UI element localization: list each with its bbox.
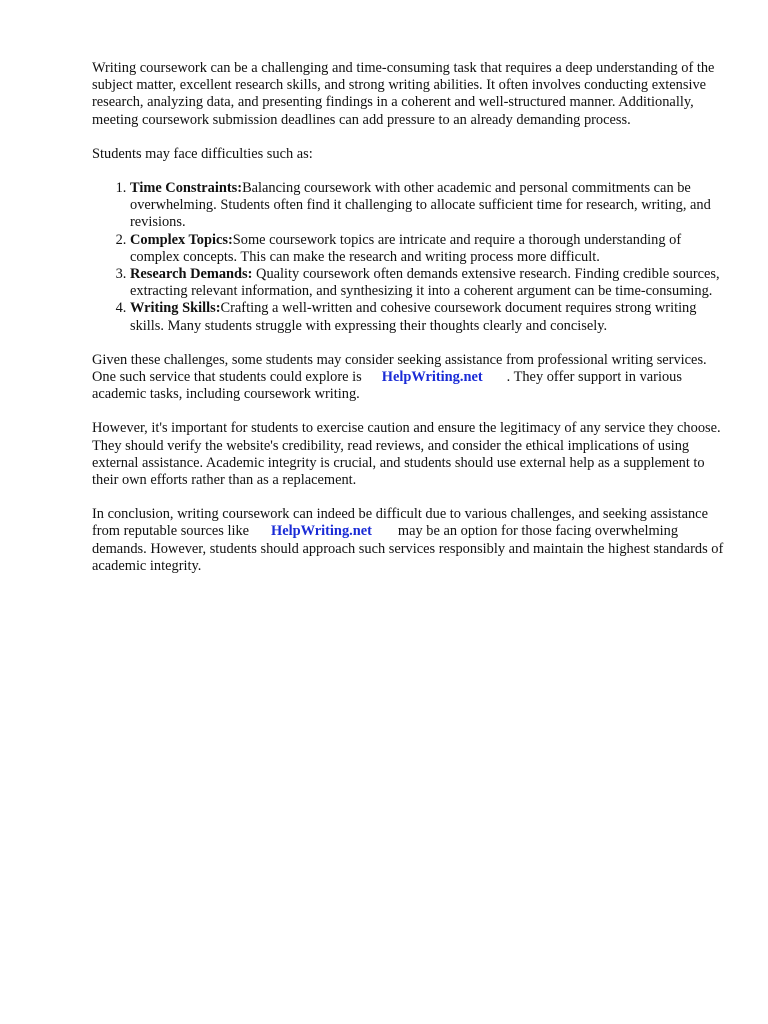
list-item [130,232,732,266]
conclusion-text-before: In conclusion, writing coursework can indeed be difficult due to various challenges, and seeking assistance from reputable sources like [92,506,708,540]
help-text-before: Given these challenges, some students may consider seeking assistance from professional writing services. One such service that students could explore is [92,351,707,386]
difficulties-lead: Students may face difficulties such as: [92,145,313,162]
item-text: Balancing coursework with other academic and personal commitments can be overwhelming. Students often find it challenging to allocate sufficient time for research, writing, and revisions. [130,180,711,231]
item-text: Crafting a well-written and cohesive coursework document requires strong writing skills. Many students struggle with expressing their thoughts clearly and concisely. [130,300,697,334]
helpwriting-link[interactable]: HelpWriting.net [381,369,483,386]
conclusion-text-after: may be an option for those facing overwhelming demands. However, students should approach such services responsibly and maintain the highest standards of academic integrity. [92,523,724,574]
item-term: Complex Topics: [130,231,233,248]
caution-paragraph: However, it's important for students to exercise caution and ensure the legitimacy of any service they choose. They should verify the website's credibility, read reviews, and consider the ethical implications of using external assistance. Academic integrity is crucial, and students should use external help as a supplement to their own efforts rather than as a replacement. [92,420,721,489]
intro-paragraph: Writing coursework can be a challenging and time-consuming task that requires a deep understanding of the subject matter, excellent research skills, and strong writing abilities. It often involves conducting extensive research, analyzing data, and presenting findings in a coherent and well-structured manner. Additionally, meeting coursework submission deadlines can add pressure to an already demanding process. [92,60,715,128]
helpwriting-link[interactable]: HelpWriting.net [271,523,372,540]
difficulties-list [92,180,732,335]
item-term: Time Constraints: [130,180,243,197]
help-text-after: . They offer support in various academic tasks, including coursework writing. [92,369,682,403]
document-page [92,60,732,592]
item-text: Quality coursework often demands extensive research. Finding credible sources, extracting relevant information, and synthesizing it into a coherent argument can be time-consuming. [130,266,720,300]
item-term: Research Demands: [130,266,253,283]
help-paragraph [92,352,732,404]
list-item [130,300,732,334]
list-item [130,266,732,300]
item-text: Some coursework topics are intricate and require a thorough understanding of complex concepts. This can make the research and writing process more difficult. [130,231,682,265]
conclusion-paragraph [92,506,732,575]
item-term: Writing Skills: [130,300,221,317]
list-item [130,180,732,232]
